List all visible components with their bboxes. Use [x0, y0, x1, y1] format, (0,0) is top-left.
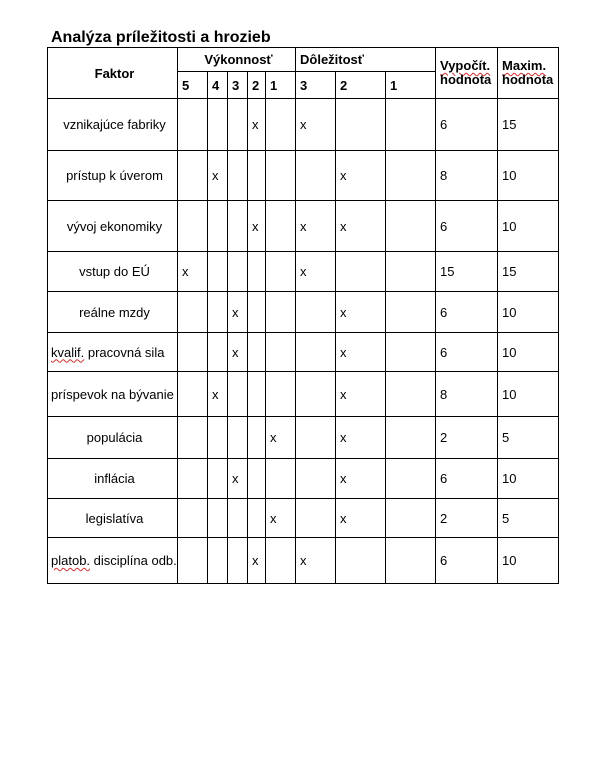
vykonnost-4-cell — [208, 538, 228, 584]
dolezitost-1-cell — [386, 252, 436, 292]
dolezitost-2-cell — [336, 538, 386, 584]
vykonnost-5-cell — [178, 538, 208, 584]
vypocitana-hodnota-cell: 6 — [436, 292, 498, 333]
factor-cell: inflácia — [48, 459, 178, 499]
vypocit-label: Vypočít. — [440, 58, 491, 73]
maximalna-hodnota-cell: 10 — [498, 459, 559, 499]
vykonnost-3-cell: x — [228, 292, 248, 333]
dolezitost-3-cell — [296, 499, 336, 538]
table-row — [48, 333, 559, 372]
dolezitost-2-cell — [336, 252, 386, 292]
vykonnost-header: Výkonnosť — [178, 48, 296, 72]
scale-vykonnost-5: 5 — [178, 72, 208, 99]
vypocitana-hodnota-cell: 6 — [436, 538, 498, 584]
table-row — [48, 538, 559, 584]
dolezitost-2-cell: x — [336, 459, 386, 499]
dolezitost-2-cell: x — [336, 333, 386, 372]
vykonnost-4-cell: x — [208, 372, 228, 417]
hodnota-label: hodnota — [502, 72, 554, 87]
dolezitost-1-cell — [386, 499, 436, 538]
maximalna-hodnota-cell: 10 — [498, 292, 559, 333]
dolezitost-3-cell: x — [296, 99, 336, 151]
vykonnost-2-cell — [248, 252, 266, 292]
vykonnost-5-cell — [178, 201, 208, 252]
vykonnost-2-cell — [248, 459, 266, 499]
vykonnost-5-cell — [178, 459, 208, 499]
vykonnost-3-cell: x — [228, 459, 248, 499]
maximalna-hodnota-cell: 15 — [498, 252, 559, 292]
table-row — [48, 151, 559, 201]
vykonnost-4-cell: x — [208, 151, 228, 201]
vykonnost-3-cell — [228, 201, 248, 252]
dolezitost-2-cell — [336, 99, 386, 151]
dolezitost-1-cell — [386, 417, 436, 459]
vykonnost-3-cell — [228, 417, 248, 459]
factor-rest: disciplína odb. — [90, 553, 177, 568]
factor-cell: prístup k úverom — [48, 151, 178, 201]
dolezitost-1-cell — [386, 333, 436, 372]
vypocitana-hodnota-cell: 6 — [436, 201, 498, 252]
factor-cell: príspevok na bývanie — [48, 372, 178, 417]
vykonnost-4-cell — [208, 99, 228, 151]
factor-abbrev: platob. — [51, 553, 91, 568]
dolezitost-header: Dôležitosť — [296, 48, 436, 72]
table-row — [48, 459, 559, 499]
scale-vykonnost-4: 4 — [208, 72, 228, 99]
factor-cell: vývoj ekonomiky — [48, 201, 178, 252]
vykonnost-3-cell — [228, 372, 248, 417]
dolezitost-1-cell — [386, 201, 436, 252]
vykonnost-1-cell: x — [266, 499, 296, 538]
scale-dolezitost-3: 3 — [296, 72, 336, 99]
vykonnost-4-cell — [208, 417, 228, 459]
vykonnost-5-cell — [178, 372, 208, 417]
vykonnost-2-cell — [248, 417, 266, 459]
dolezitost-3-cell — [296, 372, 336, 417]
vykonnost-2-cell — [248, 292, 266, 333]
factor-abbrev: kvalif. — [51, 344, 85, 360]
vykonnost-2-cell — [248, 151, 266, 201]
maximalna-hodnota-cell: 10 — [498, 151, 559, 201]
factor-cell: vstup do EÚ — [48, 252, 178, 292]
vykonnost-2-cell — [248, 499, 266, 538]
dolezitost-1-cell — [386, 538, 436, 584]
dolezitost-2-cell: x — [336, 417, 386, 459]
factor-cell: populácia — [48, 417, 178, 459]
dolezitost-3-cell: x — [296, 252, 336, 292]
vykonnost-4-cell — [208, 201, 228, 252]
vypocitana-hodnota-cell: 6 — [436, 333, 498, 372]
table-row — [48, 292, 559, 333]
dolezitost-2-cell: x — [336, 292, 386, 333]
factor-cell: vznikajúce fabriky — [48, 99, 178, 151]
dolezitost-3-cell — [296, 292, 336, 333]
scale-dolezitost-1: 1 — [386, 72, 436, 99]
maximalna-hodnota-cell: 5 — [498, 417, 559, 459]
maximalna-hodnota-header — [498, 48, 559, 99]
factor-rest: pracovná sila — [84, 344, 165, 360]
maximalna-hodnota-cell: 10 — [498, 372, 559, 417]
vykonnost-5-cell — [178, 417, 208, 459]
vykonnost-1-cell — [266, 252, 296, 292]
table-row — [48, 417, 559, 459]
vykonnost-5-cell — [178, 333, 208, 372]
vykonnost-1-cell — [266, 99, 296, 151]
analysis-table — [47, 47, 559, 584]
vykonnost-3-cell — [228, 151, 248, 201]
table-row — [48, 252, 559, 292]
vykonnost-2-cell: x — [248, 201, 266, 252]
vykonnost-3-cell — [228, 252, 248, 292]
factor-cell: reálne mzdy — [48, 292, 178, 333]
vykonnost-4-cell — [208, 459, 228, 499]
dolezitost-2-cell: x — [336, 372, 386, 417]
table-row — [48, 372, 559, 417]
table-row — [48, 499, 559, 538]
scale-vykonnost-1: 1 — [266, 72, 296, 99]
dolezitost-3-cell: x — [296, 201, 336, 252]
vykonnost-1-cell — [266, 292, 296, 333]
vykonnost-4-cell — [208, 292, 228, 333]
vykonnost-1-cell — [266, 538, 296, 584]
vykonnost-1-cell: x — [266, 417, 296, 459]
maximalna-hodnota-cell: 10 — [498, 201, 559, 252]
dolezitost-3-cell — [296, 151, 336, 201]
dolezitost-1-cell — [386, 99, 436, 151]
dolezitost-2-cell: x — [336, 151, 386, 201]
dolezitost-3-cell — [296, 417, 336, 459]
header-row-groups — [48, 48, 559, 72]
vypocitana-hodnota-cell: 6 — [436, 99, 498, 151]
dolezitost-2-cell: x — [336, 201, 386, 252]
vypocitana-hodnota-cell: 6 — [436, 459, 498, 499]
dolezitost-1-cell — [386, 151, 436, 201]
vykonnost-3-cell — [228, 499, 248, 538]
vykonnost-3-cell — [228, 538, 248, 584]
vypocitana-hodnota-cell: 2 — [436, 417, 498, 459]
vypocitana-hodnota-cell: 15 — [436, 252, 498, 292]
vykonnost-5-cell — [178, 151, 208, 201]
vypocitana-hodnota-cell: 8 — [436, 372, 498, 417]
vykonnost-5-cell — [178, 499, 208, 538]
hodnota-label: hodnota — [440, 72, 492, 87]
vykonnost-1-cell — [266, 372, 296, 417]
table-row — [48, 201, 559, 252]
factor-cell: legislatíva — [48, 499, 178, 538]
vykonnost-1-cell — [266, 151, 296, 201]
factor-cell — [48, 538, 178, 584]
dolezitost-3-cell — [296, 333, 336, 372]
dolezitost-1-cell — [386, 372, 436, 417]
scale-dolezitost-2: 2 — [336, 72, 386, 99]
vykonnost-2-cell — [248, 372, 266, 417]
maximalna-hodnota-cell: 10 — [498, 538, 559, 584]
vykonnost-5-cell — [178, 99, 208, 151]
scale-vykonnost-3: 3 — [228, 72, 248, 99]
dolezitost-3-cell: x — [296, 538, 336, 584]
scale-vykonnost-2: 2 — [248, 72, 266, 99]
vykonnost-2-cell — [248, 333, 266, 372]
vykonnost-1-cell — [266, 459, 296, 499]
vykonnost-2-cell: x — [248, 99, 266, 151]
vykonnost-1-cell — [266, 333, 296, 372]
vykonnost-3-cell: x — [228, 333, 248, 372]
vykonnost-3-cell — [228, 99, 248, 151]
vykonnost-4-cell — [208, 252, 228, 292]
vykonnost-1-cell — [266, 201, 296, 252]
dolezitost-2-cell: x — [336, 499, 386, 538]
maximalna-hodnota-cell: 10 — [498, 333, 559, 372]
dolezitost-3-cell — [296, 459, 336, 499]
maximalna-hodnota-cell: 15 — [498, 99, 559, 151]
dolezitost-1-cell — [386, 459, 436, 499]
document-title: Analýza príležitosti a hrozieb — [51, 29, 271, 46]
vypocitana-hodnota-cell: 8 — [436, 151, 498, 201]
vykonnost-4-cell — [208, 333, 228, 372]
vypocitana-hodnota-header — [436, 48, 498, 99]
faktor-header: Faktor — [48, 48, 178, 99]
table-row — [48, 99, 559, 151]
vykonnost-5-cell: x — [178, 252, 208, 292]
vykonnost-5-cell — [178, 292, 208, 333]
vykonnost-2-cell: x — [248, 538, 266, 584]
dolezitost-1-cell — [386, 292, 436, 333]
factor-cell — [48, 333, 178, 372]
maxim-label: Maxim. — [502, 58, 547, 73]
vykonnost-4-cell — [208, 499, 228, 538]
vypocitana-hodnota-cell: 2 — [436, 499, 498, 538]
maximalna-hodnota-cell: 5 — [498, 499, 559, 538]
